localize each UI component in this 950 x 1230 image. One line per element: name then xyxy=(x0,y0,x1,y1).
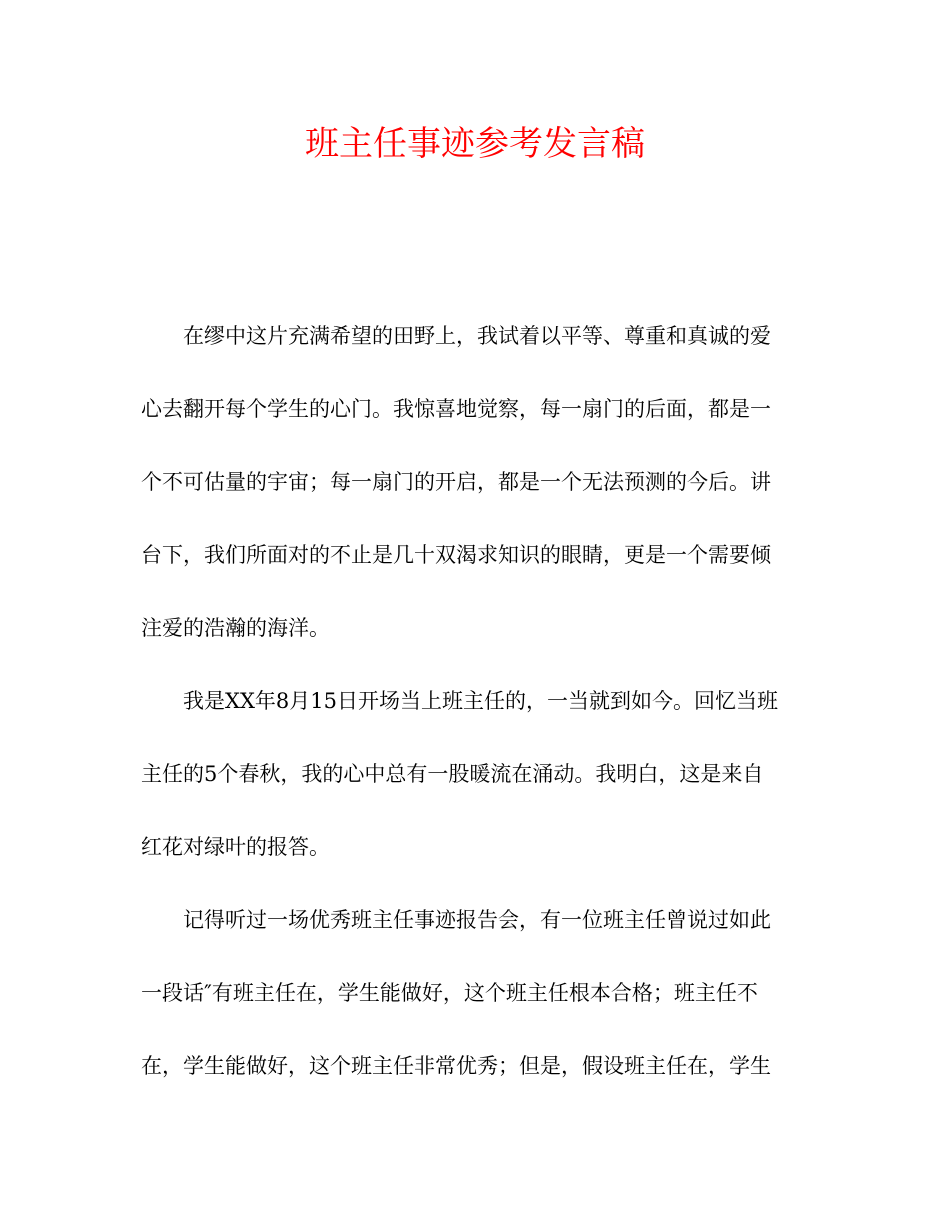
paragraph-line: 心去翻开每个学生的心门。我惊喜地觉察，每一扇门的后面，都是一 xyxy=(141,397,771,421)
paragraph-line: 台下，我们所面对的不止是几十双渴求知识的眼睛，更是一个需要倾 xyxy=(141,543,771,567)
paragraph-line: 主任的5个春秋，我的心中总有一股暖流在涌动。我明白，这是来自 xyxy=(141,762,764,786)
paragraph-line: 记得听过一场优秀班主任事迹报告会，有一位班主任曾说过如此 xyxy=(183,908,771,932)
paragraph-line: 红花对绿叶的报答。 xyxy=(141,835,330,859)
paragraph-line: 在，学生能做好，这个班主任非常优秀；但是，假设班主任在，学生 xyxy=(141,1054,771,1078)
paragraph-line: 我是XX年8月15日开场当上班主任的，一当就到如今。回忆当班 xyxy=(183,689,778,713)
paragraph-line: 注爱的浩瀚的海洋。 xyxy=(141,616,330,640)
document-body xyxy=(141,312,811,1115)
paragraph-line: 在缪中这片充满希望的田野上，我试着以平等、尊重和真诚的爱 xyxy=(183,324,771,348)
paragraph-line: 个不可估量的宇宙；每一扇门的开启，都是一个无法预测的今后。讲 xyxy=(141,470,771,494)
page-title: 班主任事迹参考发言稿 xyxy=(305,124,645,164)
paragraph-line: 一段话″有班主任在，学生能做好，这个班主任根本合格；班主任不 xyxy=(141,981,758,1005)
